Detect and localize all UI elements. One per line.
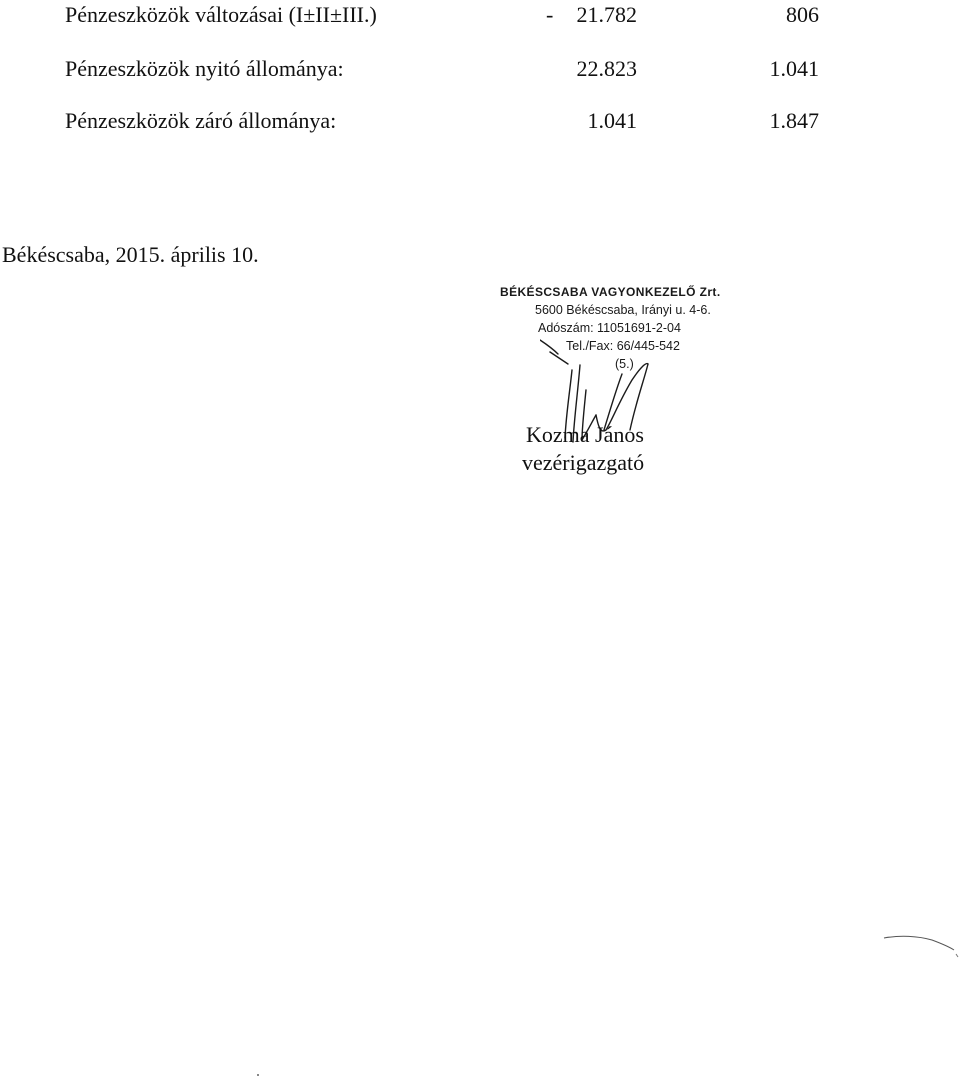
stamp-company-name: BÉKÉSCSABA VAGYONKEZELŐ Zrt. xyxy=(500,285,721,299)
value-current-year: 806 xyxy=(786,2,819,27)
table-row xyxy=(0,0,960,30)
value-previous-year: 21.782 xyxy=(576,2,637,27)
stamp-number: (5.) xyxy=(615,357,634,371)
scan-speck xyxy=(257,1074,259,1076)
row-label: Pénzeszközök nyitó állománya: xyxy=(65,56,344,81)
value-previous-year: 22.823 xyxy=(576,56,637,81)
stamp-tax-number: Adószám: 11051691-2-04 xyxy=(538,321,681,335)
value-current-year: 1.041 xyxy=(769,56,819,81)
value-current-year: 1.847 xyxy=(769,108,819,133)
negative-sign: - xyxy=(546,2,554,27)
stamp-address: 5600 Békéscsaba, Irányi u. 4-6. xyxy=(535,303,711,317)
table-row xyxy=(0,106,960,136)
signer-name: Kozma János xyxy=(526,422,644,447)
signer-title: vezérigazgató xyxy=(522,450,645,475)
row-label: Pénzeszközök változásai (I±II±III.) xyxy=(65,2,377,27)
stamp-phone: Tel./Fax: 66/445-542 xyxy=(566,339,680,353)
row-label: Pénzeszközök záró állománya: xyxy=(65,108,337,133)
place-date: Békéscsaba, 2015. április 10. xyxy=(2,242,259,267)
value-previous-year: 1.041 xyxy=(587,108,637,133)
scan-artifact-line xyxy=(880,930,960,960)
table-row xyxy=(0,54,960,84)
